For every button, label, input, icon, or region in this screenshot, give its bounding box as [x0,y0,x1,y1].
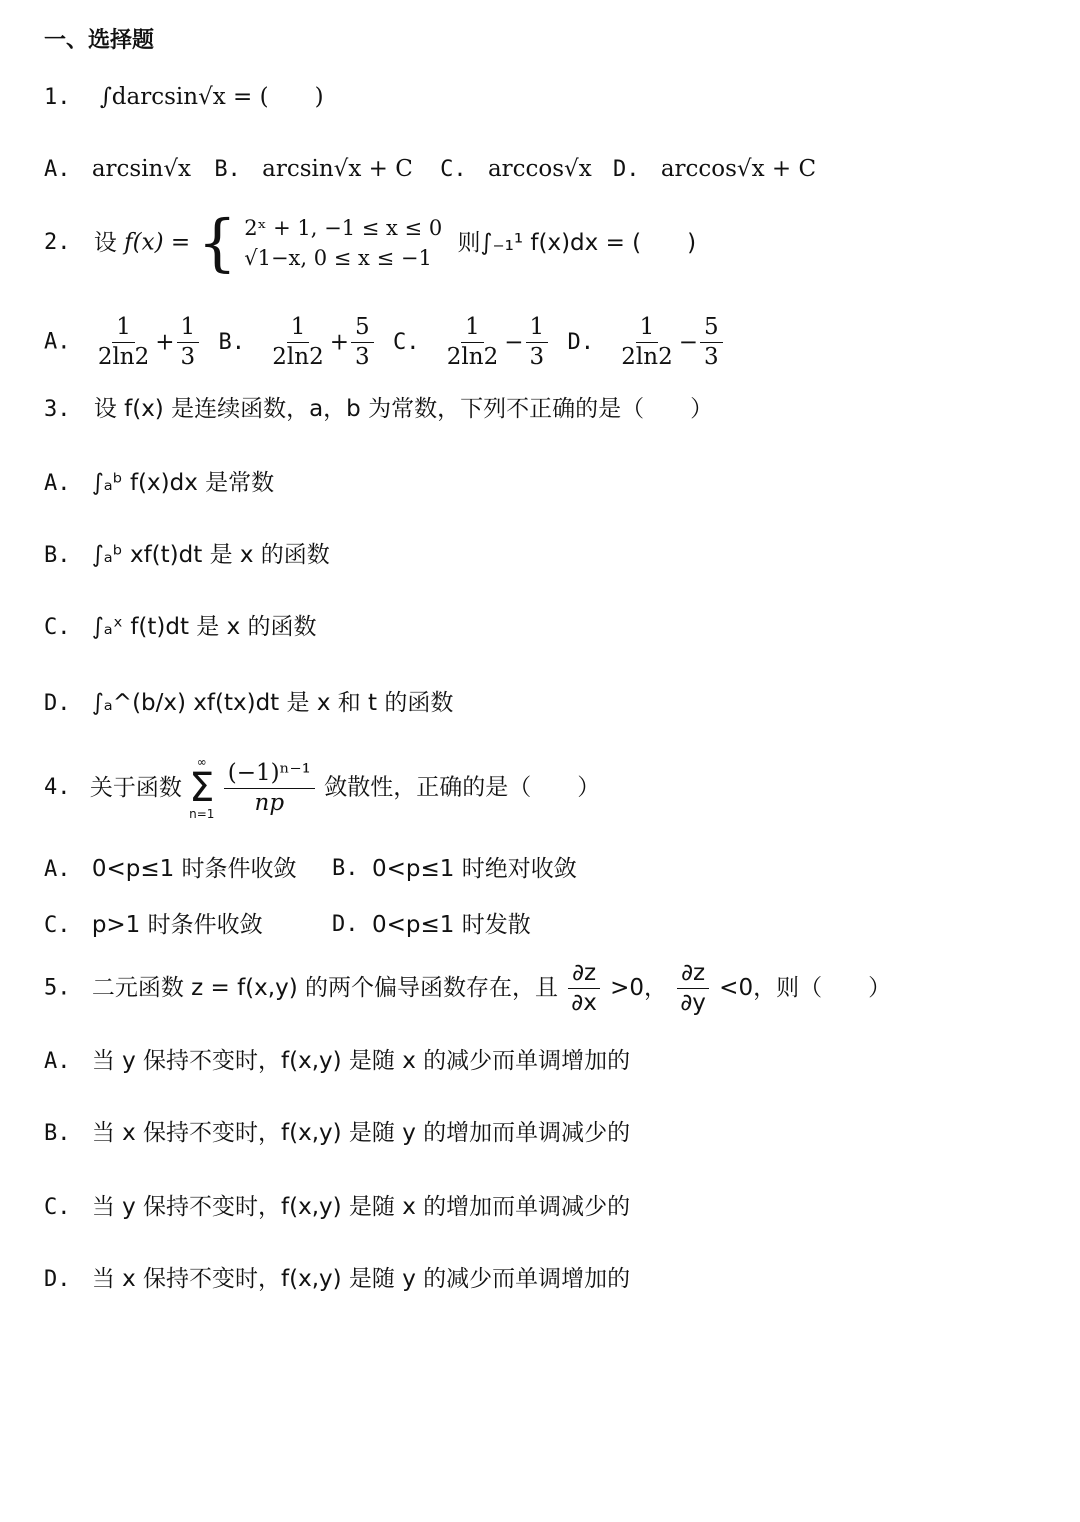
option-label: A. [44,329,71,355]
question-2-options [44,316,725,369]
question-number: 2. [44,230,71,255]
option-label: C. [392,329,420,355]
question-4-options-row-1 [44,856,577,882]
case-1: 2ˣ + 1, −1 ≤ x ≤ 0 [244,215,443,240]
stem-suffix: 敛散性，正确的是（ ） [324,774,601,801]
question-3-option-c [44,616,317,639]
question-4 [44,756,600,820]
option-label: B. [44,543,71,568]
option-text: 当 y 保持不变时，f(x,y) 是随 x 的减少而单调增加的 [91,1048,631,1074]
option-text: ∫ₐ^(b/x) xf(tx)dt 是 x 和 t 的函数 [91,690,454,716]
series-term: $\frac{\text{(−1)ⁿ⁻¹}}{np}$ [224,762,315,815]
option-label: C. [44,913,71,938]
question-3-option-a [44,472,274,495]
option-label: D. [567,329,594,355]
option-a: $\frac{1}{2\ln 2}$ + $\frac{1}{3}$ [92,329,209,355]
option-label: A. [44,471,71,496]
partial-y-relation: <0，则（ ） [719,975,892,1001]
question-stem: ∫darcsin√x = ( ) [99,84,324,110]
stem-prefix: 关于函数 [89,774,182,801]
question-number: 3. [44,397,71,422]
question-2 [44,206,697,279]
question-4-options-row-2 [44,912,531,938]
option-text: 当 x 保持不变时，f(x,y) 是随 y 的减少而单调增加的 [91,1266,631,1292]
option-label: C. [44,1195,71,1220]
option-label: A. [44,157,71,182]
summation: ∞ Σ n=1 [189,755,215,821]
option-label: A. [44,1049,71,1074]
option-a: 0<p≤1 时条件收敛 [91,856,297,882]
question-1 [44,86,324,109]
question-5-option-b [44,1122,630,1145]
cases-brace: { [197,206,237,279]
option-d: 0<p≤1 时发散 [372,912,531,938]
question-number: 5. [44,975,71,1001]
question-3-option-d [44,692,453,715]
option-label: B. [218,329,245,355]
question-number: 1. [44,85,71,110]
piecewise-cases [244,213,442,274]
question-1-options [44,158,816,181]
question-number: 4. [44,775,71,800]
section-heading: 一、选择题 [44,28,155,53]
question-3 [44,398,713,421]
option-b: arcsin√x + C [262,156,413,182]
option-label: B. [332,856,359,881]
stem-prefix: 设 [93,229,117,256]
stem-suffix: 则∫₋₁¹ f(x)dx = ( ) [457,229,697,256]
question-3-option-b [44,544,330,567]
option-c: arccos√x [487,156,592,182]
stem-prefix: 二元函数 z = f(x,y) 的两个偏导函数存在，且 [91,975,558,1001]
question-stem: 设 f(x) 是连续函数，a，b 为常数，下列不正确的是（ ） [93,396,714,422]
partial-y: $\frac{\partial z}{\partial y}$ [676,962,710,1015]
option-text: ∫ₐᵇ xf(t)dt 是 x 的函数 [91,542,330,568]
option-label: D. [332,912,359,937]
option-text: ∫ₐᵇ f(x)dx 是常数 [91,470,275,496]
option-label: D. [613,157,640,182]
option-c: $\frac{1}{2\ln 2}$ − $\frac{1}{3}$ [441,329,558,355]
option-label: A. [44,857,71,882]
option-a: arcsin√x [91,156,191,182]
option-label: D. [44,691,71,716]
question-5-option-c [44,1196,630,1219]
option-label: B. [44,1121,71,1146]
question-5-option-a [44,1050,630,1073]
option-c: p>1 时条件收敛 [91,912,263,938]
option-b: $\frac{1}{2\ln 2}$ + $\frac{5}{3}$ [266,329,383,355]
option-d: $\frac{1}{2\ln 2}$ − $\frac{5}{3}$ [615,329,724,355]
function-label: f(x) = [124,229,191,256]
question-5-option-d [44,1268,630,1291]
partial-x-relation: >0， [610,975,668,1001]
question-5 [44,962,891,1015]
option-d: arccos√x + C [660,156,817,182]
option-label: C. [440,157,467,182]
option-text: ∫ₐˣ f(t)dt 是 x 的函数 [91,614,317,640]
option-label: B. [214,157,241,182]
option-b: 0<p≤1 时绝对收敛 [372,856,577,882]
option-text: 当 x 保持不变时，f(x,y) 是随 y 的增加而单调减少的 [91,1120,631,1146]
option-label: C. [44,615,71,640]
option-label: D. [44,1267,71,1292]
partial-x: $\frac{\partial z}{\partial x}$ [567,962,601,1015]
option-text: 当 y 保持不变时，f(x,y) 是随 x 的增加而单调减少的 [91,1194,631,1220]
case-2: √1−x, 0 ≤ x ≤ −1 [244,246,432,270]
